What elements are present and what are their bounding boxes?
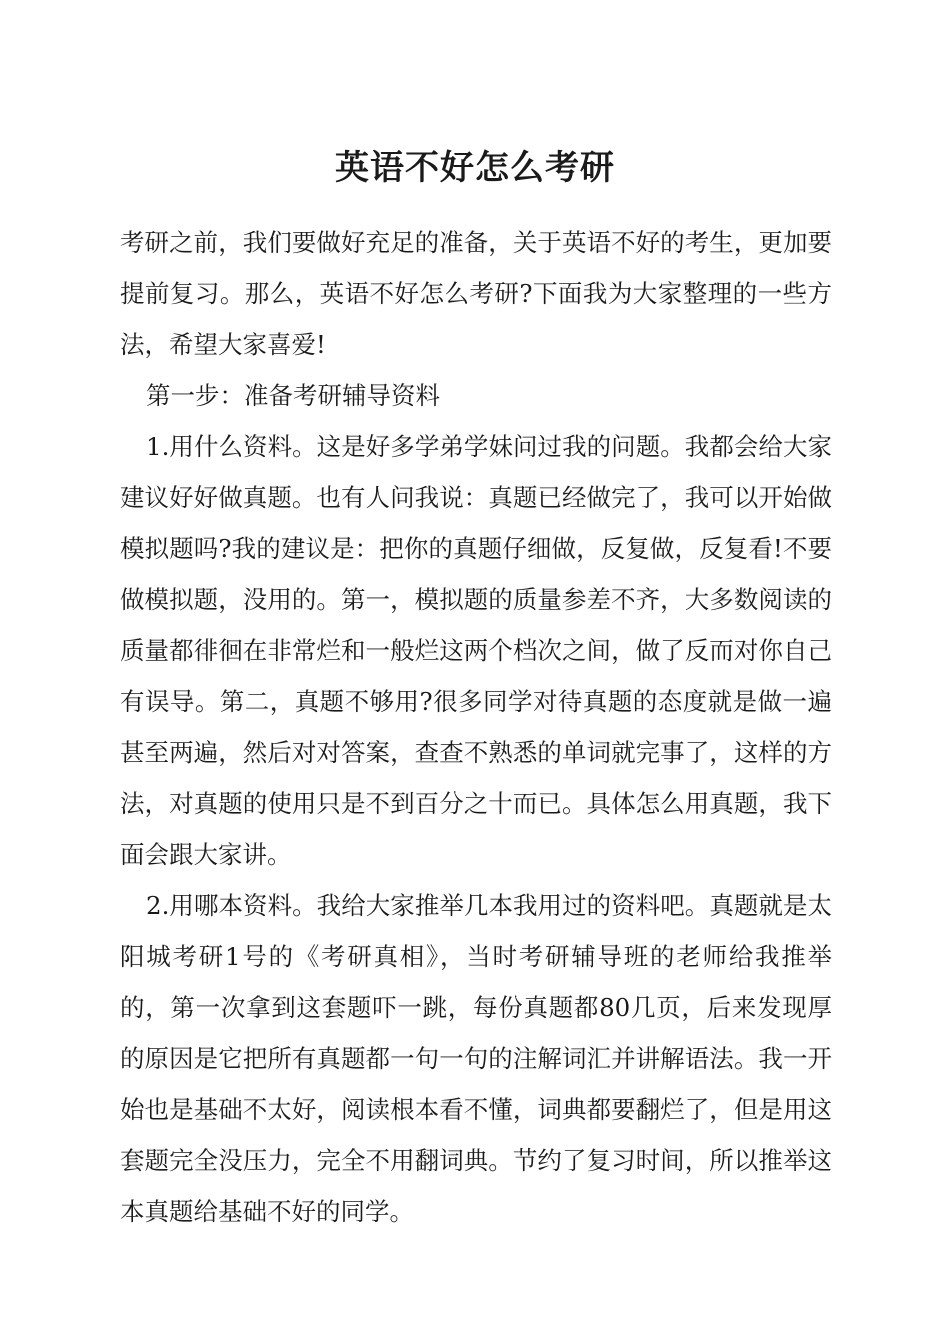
step-one-heading: 第一步：准备考研辅导资料 [146, 381, 440, 410]
document-body [120, 217, 832, 1237]
intro-paragraph: 考研之前，我们要做好充足的准备，关于英语不好的考生，更加要提前复习。那么，英语不好怎么考研?下面我为大家整理的一些方法，希望大家喜爱! [120, 228, 832, 359]
section-1-paragraph: 1.用什么资料。这是好多学弟学妹问过我的问题。我都会给大家建议好好做真题。也有人问我说：真题已经做完了，我可以开始做模拟题吗?我的建议是：把你的真题仔细做，反复做，反复看!不要做模拟题，没用的。第一，模拟题的质量参差不齐，大多数阅读的质量都徘徊在非常烂和一般烂这两个档次之间，做了反而对你自己有误导。第二，真题不够用?很多同学对待真题的态度就是做一遍甚至两遍，然后对对答案，查查不熟悉的单词就完事了，这样的方法，对真题的使用只是不到百分之十而已。具体怎么用真题，我下面会跟大家讲。 [120, 432, 832, 869]
document-title: 英语不好怎么考研 [335, 148, 615, 188]
section-2-paragraph: 2.用哪本资料。我给大家推举几本我用过的资料吧。真题就是太阳城考研1号的《考研真相》，当时考研辅导班的老师给我推举的，第一次拿到这套题吓一跳，每份真题都80几页，后来发现厚的原因是它把所有真题都一句一句的注解词汇并讲解语法。我一开始也是基础不太好，阅读根本看不懂，词典都要翻烂了，但是用这套题完全没压力，完全不用翻词典。节约了复习时间，所以推举这本真题给基础不好的同学。 [120, 891, 832, 1226]
